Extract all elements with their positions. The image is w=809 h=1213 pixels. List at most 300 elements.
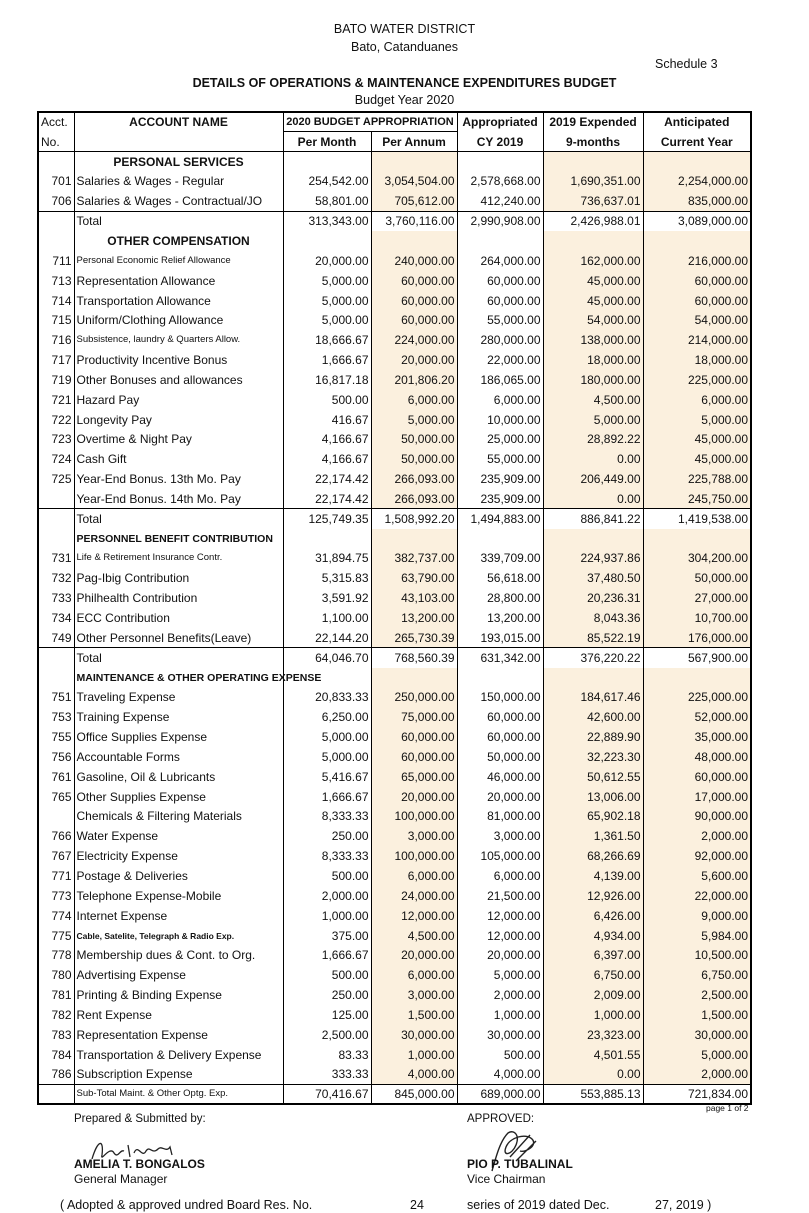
amount-ex: 0.00 (543, 449, 643, 469)
amount-pm: 5,315.83 (283, 568, 371, 588)
amount-ap: 81,000.00 (457, 807, 543, 827)
acct-cell (38, 668, 74, 688)
acct-number: 784 (51, 1047, 72, 1062)
amount-ex: 0.00 (543, 1065, 643, 1085)
table-row (38, 330, 751, 350)
amount-pm: 83.33 (283, 1045, 371, 1065)
table-row (38, 568, 751, 588)
amount-ex: 42,600.00 (543, 707, 643, 727)
account-name: Hazard Pay (74, 390, 283, 410)
amount-ap: 339,709.00 (457, 549, 543, 569)
table-row (38, 1065, 751, 1085)
amount-ex: 22,889.90 (543, 727, 643, 747)
amount-ap: 22,000.00 (457, 350, 543, 370)
amount-pm: 1,666.67 (283, 350, 371, 370)
amount-pm: 8,333.33 (283, 807, 371, 827)
total-pa: 3,760,116.00 (371, 211, 457, 231)
amount-ex: 206,449.00 (543, 469, 643, 489)
amount-pa: 75,000.00 (371, 707, 457, 727)
total-row (38, 509, 751, 529)
amount-pa: 382,737.00 (371, 549, 457, 569)
amount-ex: 32,223.30 (543, 747, 643, 767)
total-pa: 1,508,992.20 (371, 509, 457, 529)
amount-pa: 3,000.00 (371, 985, 457, 1005)
amount-an: 2,000.00 (643, 1065, 751, 1085)
amount-pm: 5,000.00 (283, 747, 371, 767)
amount-ap: 30,000.00 (457, 1025, 543, 1045)
amount-pm: 5,000.00 (283, 271, 371, 291)
amount-pm: 20,000.00 (283, 251, 371, 271)
acct-cell (38, 529, 74, 549)
table-row (38, 469, 751, 489)
amount-pa: 100,000.00 (371, 846, 457, 866)
account-name: Traveling Expense (74, 687, 283, 707)
table-row (38, 826, 751, 846)
amount-pa: 43,103.00 (371, 588, 457, 608)
acct-number: 771 (51, 868, 72, 883)
amount-an: 5,000.00 (643, 1045, 751, 1065)
amount-ex: 2,009.00 (543, 985, 643, 1005)
acct-number: 761 (51, 769, 72, 784)
table-row (38, 886, 751, 906)
amount-ex: 6,397.00 (543, 945, 643, 965)
amount-pa: 3,054,504.00 (371, 172, 457, 192)
account-name: Gasoline, Oil & Lubricants (74, 767, 283, 787)
empty-cell (643, 152, 751, 172)
amount-pa: 12,000.00 (371, 906, 457, 926)
amount-ap: 264,000.00 (457, 251, 543, 271)
amount-ap: 20,000.00 (457, 787, 543, 807)
budget-appropriation-header: 2020 BUDGET APPROPRIATION (283, 112, 457, 132)
total-row (38, 211, 751, 231)
table-row (38, 430, 751, 450)
amount-an: 2,254,000.00 (643, 172, 751, 192)
amount-ap: 60,000.00 (457, 707, 543, 727)
table-row (38, 1045, 751, 1065)
acct-number: 766 (51, 829, 72, 844)
account-name: Representation Allowance (74, 271, 283, 291)
account-name: Telephone Expense-Mobile (74, 886, 283, 906)
amount-an: 5,984.00 (643, 926, 751, 946)
amount-ap: 3,000.00 (457, 826, 543, 846)
amount-pa: 5,000.00 (371, 410, 457, 430)
amount-an: 176,000.00 (643, 628, 751, 648)
amount-an: 214,000.00 (643, 330, 751, 350)
account-name: Transportation & Delivery Expense (74, 1045, 283, 1065)
amount-pa: 6,000.00 (371, 866, 457, 886)
empty-cell (543, 668, 643, 688)
amount-ap: 500.00 (457, 1045, 543, 1065)
amount-pm: 500.00 (283, 965, 371, 985)
account-name: Water Expense (74, 826, 283, 846)
total-ex: 886,841.22 (543, 509, 643, 529)
empty-cell (283, 152, 371, 172)
amount-ap: 2,000.00 (457, 985, 543, 1005)
series-text: series of 2019 dated Dec. (467, 1198, 610, 1212)
amount-pm: 254,542.00 (283, 172, 371, 192)
amount-an: 48,000.00 (643, 747, 751, 767)
table-row (38, 191, 751, 211)
acct-number: 781 (51, 988, 72, 1003)
amount-pa: 30,000.00 (371, 1025, 457, 1045)
total-ap: 689,000.00 (457, 1084, 543, 1104)
total-an: 1,419,538.00 (643, 509, 751, 529)
amount-ap: 193,015.00 (457, 628, 543, 648)
amount-ex: 45,000.00 (543, 271, 643, 291)
table-row (38, 787, 751, 807)
amount-pm: 20,833.33 (283, 687, 371, 707)
amount-ex: 18,000.00 (543, 350, 643, 370)
amount-pm: 1,100.00 (283, 608, 371, 628)
account-name: Printing & Binding Expense (74, 985, 283, 1005)
date-text: 27, 2019 ) (655, 1198, 712, 1212)
account-name-header: ACCOUNT NAME (74, 112, 283, 132)
amount-pa: 20,000.00 (371, 945, 457, 965)
amount-pm: 31,894.75 (283, 549, 371, 569)
amount-an: 50,000.00 (643, 568, 751, 588)
account-name: Uniform/Clothing Allowance (74, 310, 283, 330)
amount-an: 45,000.00 (643, 430, 751, 450)
amount-ex: 4,139.00 (543, 866, 643, 886)
amount-pa: 13,200.00 (371, 608, 457, 628)
acct-number: 719 (51, 372, 72, 387)
section-row (38, 152, 751, 172)
amount-pm: 6,250.00 (283, 707, 371, 727)
amount-ap: 2,578,668.00 (457, 172, 543, 192)
amount-an: 2,000.00 (643, 826, 751, 846)
table-row (38, 747, 751, 767)
table-row (38, 291, 751, 311)
amount-ex: 65,902.18 (543, 807, 643, 827)
account-name: Rent Expense (74, 1005, 283, 1025)
acct-cell (38, 231, 74, 251)
preparer-title: General Manager (74, 1172, 168, 1186)
acct-number: 755 (51, 730, 72, 745)
amount-ex: 12,926.00 (543, 886, 643, 906)
amount-an: 9,000.00 (643, 906, 751, 926)
section-title: PERSONAL SERVICES (74, 152, 283, 172)
acct-number: 734 (51, 611, 72, 626)
amount-pa: 201,806.20 (371, 370, 457, 390)
empty-cell (371, 231, 457, 251)
empty-cell (371, 529, 457, 549)
amount-an: 22,000.00 (643, 886, 751, 906)
account-name: Internet Expense (74, 906, 283, 926)
amount-ex: 85,522.19 (543, 628, 643, 648)
account-name: Postage & Deliveries (74, 866, 283, 886)
amount-an: 45,000.00 (643, 449, 751, 469)
amount-ex: 4,501.55 (543, 1045, 643, 1065)
table-row (38, 251, 751, 271)
amount-pa: 266,093.00 (371, 469, 457, 489)
table-body (38, 152, 751, 1105)
account-name: Other Supplies Expense (74, 787, 283, 807)
acct-number: 714 (51, 293, 72, 308)
amount-an: 60,000.00 (643, 767, 751, 787)
table-row (38, 945, 751, 965)
amount-pa: 1,500.00 (371, 1005, 457, 1025)
acct-number: 733 (51, 591, 72, 606)
section-title: PERSONNEL BENEFIT CONTRIBUTION (74, 529, 283, 549)
amount-ap: 186,065.00 (457, 370, 543, 390)
acct-cell (38, 211, 74, 231)
amount-ap: 1,000.00 (457, 1005, 543, 1025)
total-pa: 845,000.00 (371, 1084, 457, 1104)
amount-ap: 60,000.00 (457, 727, 543, 747)
approved-label: APPROVED: (467, 1113, 535, 1125)
amount-ex: 37,480.50 (543, 568, 643, 588)
total-ap: 1,494,883.00 (457, 509, 543, 529)
acct-number: 731 (51, 551, 72, 566)
amount-pm: 500.00 (283, 866, 371, 886)
acct-header: Acct. (41, 115, 68, 130)
amount-pa: 65,000.00 (371, 767, 457, 787)
empty-cell (371, 668, 457, 688)
account-name: Office Supplies Expense (74, 727, 283, 747)
account-name: Subsistence, laundry & Quarters Allow. (74, 330, 283, 350)
total-label: Sub-Total Maint. & Other Optg. Exp. (74, 1084, 283, 1104)
section-row (38, 668, 751, 688)
amount-pa: 6,000.00 (371, 965, 457, 985)
account-name: Representation Expense (74, 1025, 283, 1045)
total-an: 721,834.00 (643, 1084, 751, 1104)
amount-pa: 60,000.00 (371, 310, 457, 330)
amount-pa: 224,000.00 (371, 330, 457, 350)
acct-number: 780 (51, 968, 72, 983)
acct-cell (38, 152, 74, 172)
table-row (38, 588, 751, 608)
empty-cell (283, 529, 371, 549)
amount-pm: 500.00 (283, 390, 371, 410)
acct-number: 717 (51, 353, 72, 368)
table-row (38, 866, 751, 886)
amount-an: 60,000.00 (643, 271, 751, 291)
amount-ex: 50,612.55 (543, 767, 643, 787)
amount-ex: 1,690,351.00 (543, 172, 643, 192)
total-pm: 125,749.35 (283, 509, 371, 529)
amount-ap: 46,000.00 (457, 767, 543, 787)
amount-pa: 1,000.00 (371, 1045, 457, 1065)
amount-ex: 1,361.50 (543, 826, 643, 846)
amount-pm: 58,801.00 (283, 191, 371, 211)
amount-ex: 224,937.86 (543, 549, 643, 569)
table-row (38, 350, 751, 370)
account-name: Chemicals & Filtering Materials (74, 807, 283, 827)
amount-ap: 20,000.00 (457, 945, 543, 965)
amount-an: 35,000.00 (643, 727, 751, 747)
amount-an: 5,000.00 (643, 410, 751, 430)
total-ex: 2,426,988.01 (543, 211, 643, 231)
amount-ex: 736,637.01 (543, 191, 643, 211)
schedule-label: Schedule 3 (655, 57, 718, 71)
amount-pm: 4,166.67 (283, 430, 371, 450)
amount-ex: 4,934.00 (543, 926, 643, 946)
account-name: Salaries & Wages - Regular (74, 172, 283, 192)
acct-number: 725 (51, 472, 72, 487)
amount-ap: 280,000.00 (457, 330, 543, 350)
per-annum-header: Per Annum (371, 132, 457, 152)
table-row (38, 549, 751, 569)
acct-number: 782 (51, 1007, 72, 1022)
amount-pa: 4,000.00 (371, 1065, 457, 1085)
table-row (38, 906, 751, 926)
acct-number: 773 (51, 888, 72, 903)
amount-pm: 333.33 (283, 1065, 371, 1085)
acct-number: 756 (51, 749, 72, 764)
amount-ap: 21,500.00 (457, 886, 543, 906)
amount-ex: 23,323.00 (543, 1025, 643, 1045)
acct-number: 775 (51, 928, 72, 943)
amount-pa: 60,000.00 (371, 747, 457, 767)
acct-number (38, 807, 74, 827)
document-title: DETAILS OF OPERATIONS & MAINTENANCE EXPENDITURES BUDGET (192, 76, 617, 90)
acct-number: 724 (51, 452, 72, 467)
empty-cell (457, 231, 543, 251)
empty-cell (457, 668, 543, 688)
amount-pm: 16,817.18 (283, 370, 371, 390)
appropriated-header: Appropriated (457, 112, 543, 132)
nine-months-header: 9-months (543, 132, 643, 152)
section-title: MAINTENANCE & OTHER OPERATING EXPENSE (74, 668, 283, 688)
amount-ex: 13,006.00 (543, 787, 643, 807)
amount-an: 27,000.00 (643, 588, 751, 608)
amount-ap: 60,000.00 (457, 291, 543, 311)
acct-number: 783 (51, 1027, 72, 1042)
account-name: Other Personnel Benefits(Leave) (74, 628, 283, 648)
amount-ap: 12,000.00 (457, 926, 543, 946)
acct-no-header: No. (38, 132, 74, 152)
acct-number: 778 (51, 948, 72, 963)
total-pa: 768,560.39 (371, 648, 457, 668)
table-row (38, 628, 751, 648)
amount-ap: 28,800.00 (457, 588, 543, 608)
amount-pm: 5,000.00 (283, 727, 371, 747)
acct-number: 774 (51, 908, 72, 923)
section-row (38, 231, 751, 251)
amount-an: 92,000.00 (643, 846, 751, 866)
section-row (38, 529, 751, 549)
table-row (38, 727, 751, 747)
table-row (38, 449, 751, 469)
amount-pa: 250,000.00 (371, 687, 457, 707)
empty-cell (643, 231, 751, 251)
amount-ap: 25,000.00 (457, 430, 543, 450)
resolution-number: 24 (410, 1198, 424, 1212)
total-pm: 64,046.70 (283, 648, 371, 668)
anticipated-header: Anticipated (643, 112, 751, 132)
approver-title: Vice Chairman (467, 1172, 546, 1186)
amount-pa: 6,000.00 (371, 390, 457, 410)
acct-number: 751 (51, 690, 72, 705)
amount-ap: 55,000.00 (457, 449, 543, 469)
amount-pm: 22,174.42 (283, 489, 371, 509)
amount-ex: 28,892.22 (543, 430, 643, 450)
total-row (38, 648, 751, 668)
total-an: 3,089,000.00 (643, 211, 751, 231)
amount-pa: 4,500.00 (371, 926, 457, 946)
subtotal-row (38, 1084, 751, 1104)
account-name: Salaries & Wages - Contractual/JO (74, 191, 283, 211)
amount-an: 90,000.00 (643, 807, 751, 827)
amount-ex: 180,000.00 (543, 370, 643, 390)
approver-name: PIO P. TUBALINAL (467, 1157, 573, 1171)
amount-pa: 266,093.00 (371, 489, 457, 509)
acct-number: 732 (51, 571, 72, 586)
total-an: 567,900.00 (643, 648, 751, 668)
amount-ap: 13,200.00 (457, 608, 543, 628)
amount-ap: 105,000.00 (457, 846, 543, 866)
empty-cell (457, 152, 543, 172)
amount-pa: 240,000.00 (371, 251, 457, 271)
amount-pa: 20,000.00 (371, 350, 457, 370)
total-ap: 631,342.00 (457, 648, 543, 668)
amount-pm: 5,416.67 (283, 767, 371, 787)
budget-year: Budget Year 2020 (354, 93, 455, 107)
account-name: Cash Gift (74, 449, 283, 469)
table-row (38, 807, 751, 827)
table-row (38, 965, 751, 985)
amount-ap: 12,000.00 (457, 906, 543, 926)
acct-cell (38, 648, 74, 668)
amount-pm: 125.00 (283, 1005, 371, 1025)
amount-pm: 18,666.67 (283, 330, 371, 350)
prepared-label: Prepared & Submitted by: (74, 1113, 206, 1125)
amount-an: 54,000.00 (643, 310, 751, 330)
amount-ex: 184,617.46 (543, 687, 643, 707)
section-title: OTHER COMPENSATION (74, 231, 283, 251)
amount-pa: 63,790.00 (371, 568, 457, 588)
expended-header: 2019 Expended (543, 112, 643, 132)
account-name: Longevity Pay (74, 410, 283, 430)
amount-pa: 265,730.39 (371, 628, 457, 648)
amount-pm: 1,666.67 (283, 945, 371, 965)
amount-ex: 138,000.00 (543, 330, 643, 350)
amount-pa: 3,000.00 (371, 826, 457, 846)
acct-number: 713 (51, 273, 72, 288)
total-label: Total (74, 648, 283, 668)
table-row (38, 410, 751, 430)
account-name: Life & Retirement Insurance Contr. (74, 549, 283, 569)
account-name: ECC Contribution (74, 608, 283, 628)
acct-number: 711 (52, 253, 72, 268)
amount-ex: 6,426.00 (543, 906, 643, 926)
amount-ex: 6,750.00 (543, 965, 643, 985)
account-name: Year-End Bonus. 14th Mo. Pay (74, 489, 283, 509)
amount-an: 835,000.00 (643, 191, 751, 211)
amount-ap: 235,909.00 (457, 489, 543, 509)
total-pm: 313,343.00 (283, 211, 371, 231)
account-name: Productivity Incentive Bonus (74, 350, 283, 370)
amount-ap: 235,909.00 (457, 469, 543, 489)
amount-ex: 4,500.00 (543, 390, 643, 410)
empty-cell (643, 668, 751, 688)
amount-pm: 416.67 (283, 410, 371, 430)
table-row (38, 1025, 751, 1045)
table-row (38, 489, 751, 509)
table-row (38, 707, 751, 727)
amount-pm: 375.00 (283, 926, 371, 946)
table-row (38, 926, 751, 946)
table-row (38, 271, 751, 291)
amount-an: 1,500.00 (643, 1005, 751, 1025)
amount-ex: 8,043.36 (543, 608, 643, 628)
acct-number: 715 (51, 313, 72, 328)
amount-an: 6,750.00 (643, 965, 751, 985)
amount-pm: 4,166.67 (283, 449, 371, 469)
table-row (38, 846, 751, 866)
amount-pa: 50,000.00 (371, 449, 457, 469)
amount-pm: 1,666.67 (283, 787, 371, 807)
